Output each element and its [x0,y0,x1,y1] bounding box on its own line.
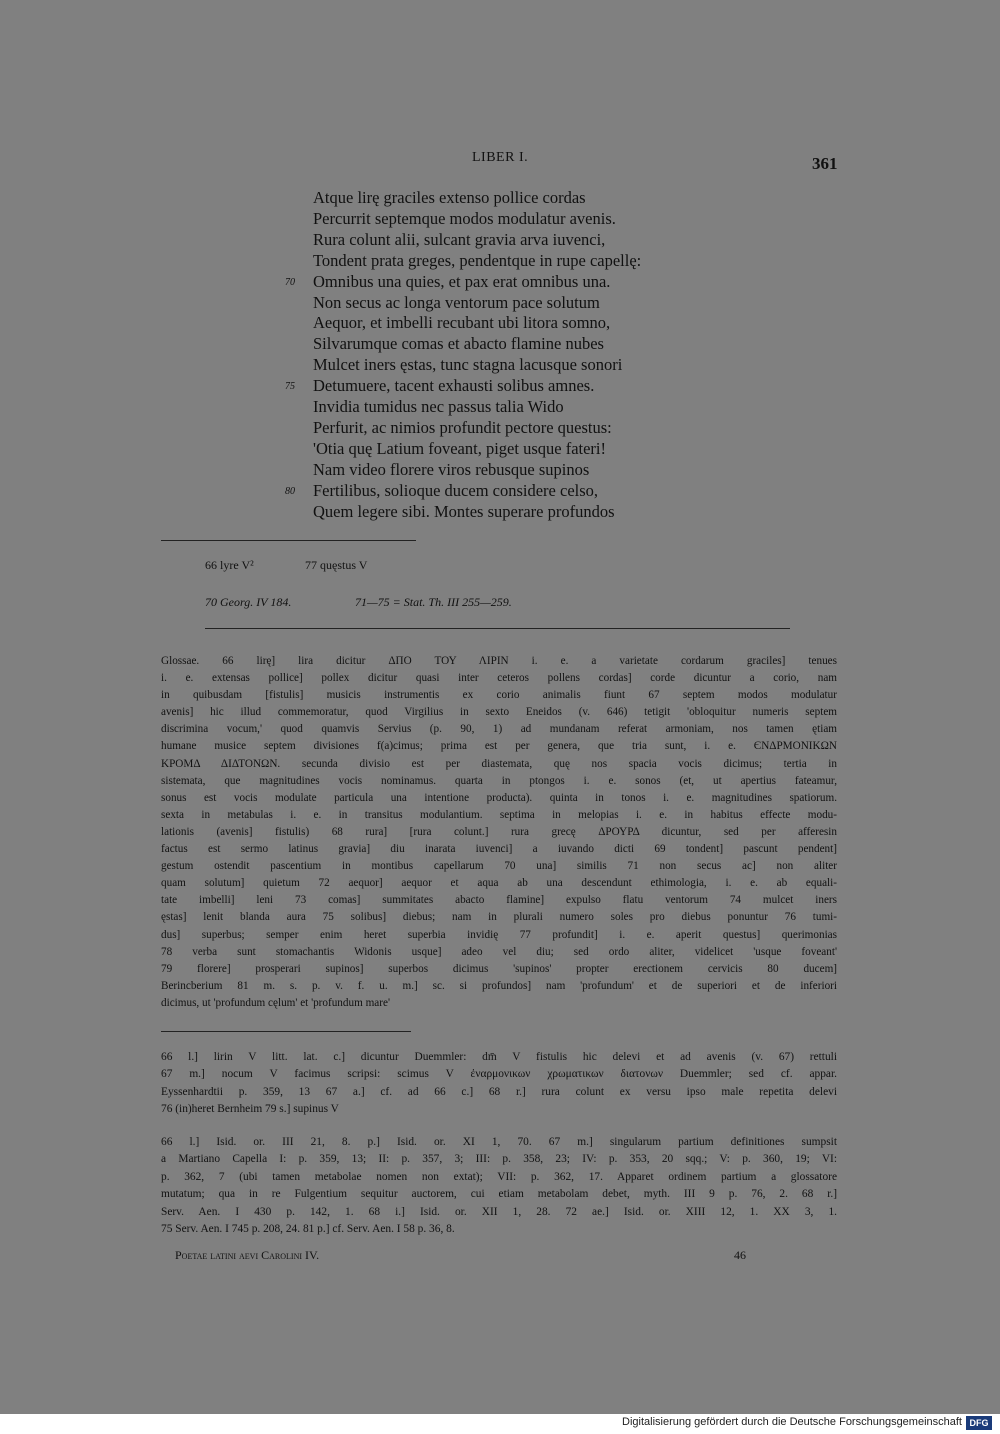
text-line: 66 l.] lirin V litt. lat. c.] dicuntur Duemmler: dm̄ V fistulis hic delevi et ad avenis (v. 67) rettuli [161,1051,837,1063]
text-line: ęstas] lenit blanda aura 75 solibus] diebus; nam in plurali numero soles pro diebus ponuntur 76 tumi- [161,911,837,924]
text-line: a Martiano Capella I: p. 359, 13; II: p. 357, 3; III: p. 358, 23; IV: p. 353, 20 sqq.; V: p. 360, 19; VI: [161,1153,837,1166]
verse-line: Aequor, et imbelli recubant ubi litora somno, [313,313,611,333]
verse-line: Invidia tumidus nec passus talia Wido [313,397,564,416]
text-line: Glossae. 66 lirę] lira dicitur ΔΠΟ ΤΟΥ ΛΙΡΙΝ i. e. a varietate cordarum graciles] tenues [161,655,837,667]
page-number: 361 [812,154,838,173]
verse-line: Silvarumque comas et abacto flamine nubes [313,334,604,354]
text-line: p. 362, 7 (ubi tamen metabolae nomen non extat); VII: p. 362, 17. Apparet ordinem partium a glossatore [161,1170,837,1183]
verse-line: Detumuere, tacent exhausti solibus amnes. [313,376,595,396]
running-header: LIBER I. [472,150,529,165]
text-line: 76 (in)heret Bernheim 79 s.] supinus V [161,1103,339,1116]
text-line: humane musice septem divisiones f(a)cimus; prima est per genera, que tria sunt, i. e. ЄΝΔΡΜΟΝΙΚΩΝ [161,740,837,753]
rule-divider [205,628,790,629]
verse-line: Nam video florere viros rebusque supinos [313,459,590,479]
text-line: Berincberium 81 m. s. p. v. f. u. m.] sc. si profundos] nam 'profundum' et de superiori et de inferiori [161,979,837,992]
source-notes [161,1134,837,1238]
text-line: dicimus, ut 'profundum cęlum' et 'profundum mare' [161,996,390,1009]
text-line: sistemata, que magnitudines vocis nominamus. quarta in ptongos i. e. sonos (et, ut apertius fateamur, [161,774,837,787]
line-number: 80 [285,485,295,497]
text-line: tate imbelli] leni 73 comas] summitates abacto flamine] expulso flatu ventorum 74 mulcet iners [161,894,837,907]
text-line: in quibusdam [fistulis] musicis instrumentis ex corio animalis fiunt 67 septem modos modulatur [161,689,837,702]
text-line: Eyssenhardtii p. 359, 13 67 a.] cf. ad 66 c.] 68 r.] rura colunt ex versu ipso male repetita delevi [161,1085,837,1098]
dfg-logo: DFG [966,1416,992,1430]
text-line: gestum ostendit pascentium in montibus capellarum 70 una] similis 71 non secus ac] non aliter [161,860,837,873]
verse-line: Quem legere sibi. Montes superare profundos [313,501,615,521]
verse-line: Tondent prata greges, pendentque in rupe capellę: [313,250,642,270]
sheet-signature: 46 [734,1248,746,1262]
text-line: 67 m.] nocum V facimus scripsi: scimus V ἐναρμονικων χρωματικων διατονων Duemmler; sed cf. appar. [161,1068,837,1081]
text-line: factus est sermo latinus gravia] diu inarata iuvenci] a iuvando dicti 69 tondent] pascunt pendent] [161,843,837,856]
rule-divider [161,1031,411,1032]
glosses-block [161,653,837,1012]
text-line: discrimina vocum,' quod quamvis Servius (p. 90, 1) ad mundanam referat armoniam, nos tamen ętiam [161,723,837,736]
text-line: quam solutum] quietum 72 aequor] aequor et aqua ab una descendunt ethimologia, i. e. ab equali- [161,877,837,890]
text-line: sonus est vocis modulate particula una intentione producta). quinta in tonos i. e. magnitudines spatiorum. [161,791,837,804]
text-line: avenis] hic illud commemoratur, quod Virgilius in sexto Eneidos (v. 646) tetigit 'obloquitur numeris septem [161,706,837,719]
text-line: 66 l.] Isid. or. III 21, 8. p.] Isid. or. XI 1, 70. 67 m.] singularum partium definitiones sumpsit [161,1136,837,1148]
verse-line: Perfurit, ac nimios profundit pectore questus: [313,417,612,437]
verse-line: Non secus ac longa ventorum pace solutum [313,292,600,312]
line-number: 75 [285,381,295,393]
text-line: 75 Serv. Aen. I 745 p. 208, 24. 81 p.] cf. Serv. Aen. I 58 p. 36, 8. [161,1223,455,1236]
text-line: dus] superbus; semper enim heret superbia invidię 77 profundit] i. e. aperit questus] querimonias [161,928,837,941]
verse-line: Omnibus una quies, et pax erat omnibus una. [313,271,611,291]
verse-line: Percurrit septemque modos modulatur avenis. [313,208,616,228]
text-line: sexta in metabulas i. e. in transitus modulantium. septima in melopias i. e. in habitus effecte modu- [161,808,837,821]
verse-line: 'Otia quę Latium foveant, piget usque fateri! [313,438,606,458]
verse-line: Fertilibus, solioque ducem considere celso, [313,480,599,500]
series-title: Poetae latini aevi Carolini IV. [175,1248,320,1262]
rule-divider [161,540,416,541]
text-line: lationis (avenis] fistulis) 68 rura] [rura colunt.] rura grecę ΔΡΟΥΡΔ dicuntur, sed per afferesin [161,825,837,838]
text-line: Serv. Aen. I 430 p. 142, 1. 68 i.] Isid. or. XII 1, 28. 72 ae.] Isid. or. XIII 12, 1. XX 3, 1. [161,1205,837,1218]
text-line: ΚΡΟΜΔ ΔΙΔΤΟΝΩΝ. secunda divisio est per diastemata, quę nos spacia vocis dicimus; tertia in [161,757,837,770]
source-reference: 70 Georg. IV 184. [205,595,292,609]
text-line: mutatum; qua in re Fulgentium sequitur auctorem, cui etiam metabolam debet, myth. III 9 p. 76, 2. 68 r.] [161,1188,837,1201]
variant-reading: 66 lyre V² [205,558,254,572]
verse-line: Mulcet iners ęstas, tunc stagna lacusque sonori [313,355,623,375]
source-reference: 71—75 = Stat. Th. III 255—259. [355,595,512,609]
funding-credit: Digitalisierung gefördert durch die Deutsche Forschungsgemeinschaft [622,1416,962,1428]
text-line: i. e. extensas pollice] pollex dicitur quasi inter ceteros pollens cordas] corde dicuntur a corio, nam [161,672,837,685]
verse-line: Atque lirę graciles extenso pollice cordas [313,188,586,207]
verse-line: Rura colunt alii, sulcant gravia arva iuvenci, [313,229,606,249]
critical-notes [161,1049,837,1119]
text-line: 79 florere] prosperari supinos] superbos dicimus 'supinos' propter erectionem cervicis 80 ducem] [161,962,837,975]
text-line: 78 verba sunt stomachantis Widonis usque] adeo vel diu; sed ordo aliter, videlicet 'usque foveant' [161,945,837,958]
variant-reading: 77 quęstus V [305,558,368,572]
line-number: 70 [285,276,295,288]
